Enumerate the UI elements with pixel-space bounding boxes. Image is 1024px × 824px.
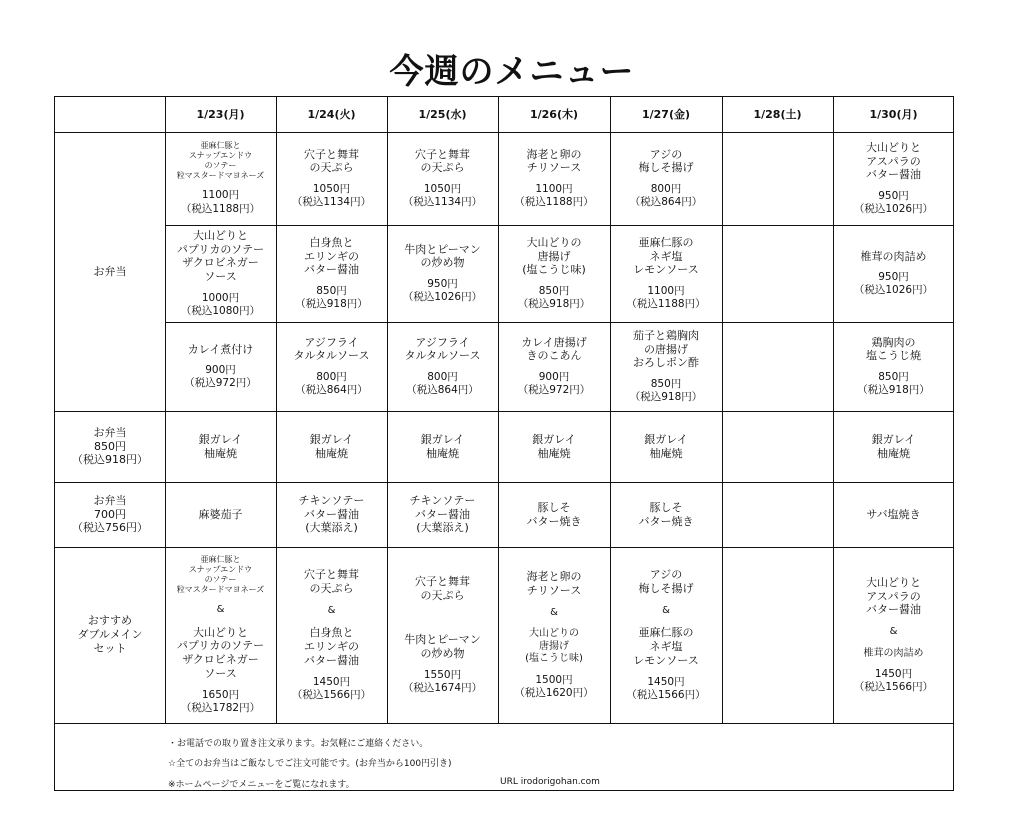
- dish-name: 豚しそ バター焼き: [526, 500, 582, 528]
- menu-item-850: [498, 411, 610, 482]
- menu-item: [610, 132, 722, 225]
- dish-price-tax: （税込864円）: [629, 196, 703, 209]
- dish-name-first: 亜麻仁豚と スナップエンドウ のソテー 粒マスタードマヨネーズ: [176, 555, 265, 595]
- dish-price: 800円: [316, 371, 347, 384]
- set-price: 1550円: [423, 668, 462, 681]
- dish-name: チキンソテー バター醤油 (大葉添え): [298, 493, 365, 535]
- dish-price: 950円: [878, 271, 909, 284]
- dish-name: 牛肉とピーマン の炒め物: [404, 242, 481, 270]
- note-no-rice: ☆全てのお弁当はご飯なしでご注文可能です。(お弁当から100円引き): [168, 759, 452, 769]
- dish-price-tax: （税込864円）: [406, 384, 479, 397]
- menu-item: [387, 225, 498, 322]
- dish-name-first: 大山どりと アスパラの バター醤油: [866, 575, 921, 617]
- dish-name-first: 穴子と舞茸 の天ぷら: [415, 575, 470, 602]
- dish-name: 椎茸の肉詰め: [860, 249, 927, 263]
- menu-item: [276, 322, 387, 411]
- dish-price: 1100円: [201, 189, 240, 202]
- dish-price-tax: （税込1080円）: [180, 305, 261, 317]
- double-main-item: [833, 547, 954, 723]
- column-divider: [722, 97, 723, 723]
- ampersand: &: [327, 604, 336, 616]
- dish-name: サバ塩焼き: [866, 507, 921, 521]
- ampersand: &: [889, 626, 898, 637]
- dish-name-second: 亜麻仁豚の ネギ塩 レモンソース: [633, 626, 699, 667]
- dish-name: 海老と卵の チリソース: [526, 147, 582, 175]
- dish-name-first: 穴子と舞茸 の天ぷら: [304, 568, 359, 595]
- dish-price-tax: （税込1134円）: [402, 196, 483, 209]
- dish-price-tax: （税込1026円）: [853, 203, 934, 216]
- row-divider: [55, 723, 954, 724]
- dish-name-second: 大山どりの 唐揚げ (塩こうじ味): [525, 628, 583, 665]
- menu-item: [387, 132, 498, 225]
- dish-name: 銀ガレイ 柚庵焼: [532, 432, 576, 460]
- menu-item-700: [610, 482, 722, 547]
- dish-name-second: 白身魚と エリンギの バター醤油: [304, 626, 359, 667]
- dish-name: アジフライ タルタルソース: [293, 335, 370, 363]
- dish-name: 白身魚と エリンギの バター醤油: [304, 235, 359, 277]
- ampersand: &: [216, 604, 225, 616]
- dish-price-tax: （税込918円）: [857, 384, 930, 397]
- set-price: 1500円: [535, 673, 573, 686]
- row-label-bento-700: お弁当 700円 （税込756円）: [72, 493, 148, 535]
- dish-price: 850円: [650, 378, 682, 390]
- set-price-tax: （税込1620円）: [514, 686, 594, 699]
- dish-price-tax: （税込1026円）: [853, 284, 934, 297]
- page-title: 今週のメニュー: [389, 52, 635, 92]
- dish-price: 1050円: [312, 183, 351, 196]
- row-label-bento: お弁当: [93, 264, 127, 278]
- set-price: 1650円: [201, 688, 240, 701]
- menu-item: [387, 322, 498, 411]
- set-price-tax: （税込1566円）: [626, 688, 706, 701]
- dish-name: 銀ガレイ 柚庵焼: [871, 432, 916, 460]
- website-url: URL irodorigohan.com: [500, 777, 600, 787]
- dish-name-first: アジの 梅しそ揚げ: [638, 568, 694, 595]
- dish-price-tax: （税込972円）: [517, 384, 591, 397]
- dish-price-tax: （税込1188円）: [514, 196, 594, 209]
- menu-item: [165, 132, 276, 225]
- dish-price-tax: （税込918円）: [295, 298, 368, 311]
- double-main-item: [165, 547, 276, 723]
- dish-price: 800円: [650, 183, 682, 196]
- dish-name: 穴子と舞茸 の天ぷら: [415, 147, 470, 175]
- dish-name: 銀ガレイ 柚庵焼: [198, 432, 243, 460]
- double-main-item: [610, 547, 722, 723]
- dish-price: 950円: [427, 278, 458, 291]
- dish-price-tax: （税込1188円）: [626, 298, 706, 311]
- set-price-tax: （税込1566円）: [291, 688, 372, 701]
- menu-item: [498, 132, 610, 225]
- ampersand: &: [550, 606, 558, 618]
- day-header: 1/24(火): [307, 107, 356, 121]
- dish-name-second: 大山どりと パプリカのソテー ザクロビネガー ソース: [176, 625, 265, 680]
- dish-price-tax: （税込1026円）: [402, 291, 483, 304]
- double-main-item: [498, 547, 610, 723]
- dish-price: 850円: [538, 285, 570, 297]
- dish-name: 穴子と舞茸 の天ぷら: [304, 147, 359, 175]
- menu-item-700: [165, 482, 276, 547]
- menu-item: [610, 322, 722, 411]
- dish-price: 1100円: [535, 183, 573, 196]
- set-price: 1450円: [312, 675, 351, 688]
- menu-item-700: [387, 482, 498, 547]
- dish-name: 大山どりと パプリカのソテー ザクロビネガー ソース: [176, 228, 265, 284]
- dish-price-tax: （税込864円）: [295, 384, 368, 397]
- menu-table: [54, 96, 954, 791]
- dish-name: 大山どりの 唐揚げ (塩こうじ味): [522, 235, 586, 277]
- menu-item: [610, 225, 722, 322]
- dish-name: 茄子と鶏胸肉 の唐揚げ おろしポン酢: [633, 328, 699, 370]
- set-price: 1450円: [647, 675, 685, 688]
- day-header: 1/26(木): [529, 107, 579, 121]
- menu-item: [276, 225, 387, 322]
- dish-name-second: 椎茸の肉詰め: [863, 647, 924, 659]
- dish-price: 1100円: [647, 285, 685, 297]
- dish-name: 銀ガレイ 柚庵焼: [309, 432, 354, 460]
- dish-price: 1050円: [423, 183, 462, 196]
- menu-item-850: [387, 411, 498, 482]
- dish-price-tax: （税込918円）: [629, 391, 703, 404]
- dish-name: アジの 梅しそ揚げ: [638, 147, 694, 175]
- dish-name: 鶏胸肉の 塩こうじ焼: [866, 335, 921, 363]
- note-phone-order: ・お電話での取り置き注文承ります。お気軽にご連絡ください。: [168, 739, 429, 749]
- set-price-tax: （税込1566円）: [853, 681, 934, 694]
- menu-item-700: [498, 482, 610, 547]
- dish-price: 1000円: [201, 291, 240, 304]
- dish-name: 大山どりと アスパラの バター醤油: [866, 140, 921, 182]
- day-header: 1/28(土): [753, 107, 802, 121]
- dish-name: チキンソテー バター醤油 (大葉添え): [409, 493, 476, 535]
- row-label-double-main: おすすめ ダブルメイン セット: [77, 614, 143, 655]
- menu-item: [833, 132, 954, 225]
- dish-price: 900円: [205, 364, 236, 377]
- double-main-item: [276, 547, 387, 723]
- menu-item: [498, 322, 610, 411]
- day-header: 1/23(月): [196, 107, 245, 121]
- set-price-tax: （税込1782円）: [180, 701, 261, 714]
- dish-price-tax: （税込1134円）: [291, 196, 372, 209]
- ampersand: &: [662, 604, 670, 616]
- double-main-item: [387, 547, 498, 723]
- note-homepage: ※ホームページでメニューをご覧になれます。: [168, 780, 355, 790]
- dish-name: カレイ煮付け: [187, 342, 254, 356]
- menu-item: [833, 225, 954, 322]
- menu-item-850: [610, 411, 722, 482]
- dish-price: 950円: [878, 190, 909, 202]
- dish-price: 800円: [427, 371, 458, 384]
- dish-price-tax: （税込1188円）: [180, 202, 261, 215]
- dish-name-second: 牛肉とピーマン の炒め物: [404, 633, 481, 660]
- menu-item-700: [276, 482, 387, 547]
- dish-price: 850円: [316, 285, 347, 297]
- dish-price-tax: （税込918円）: [517, 298, 591, 311]
- set-price: 1450円: [874, 668, 913, 680]
- dish-name: カレイ唐揚げ きのこあん: [521, 335, 587, 363]
- day-header: 1/25(水): [418, 107, 467, 121]
- menu-item-700: [833, 482, 954, 547]
- menu-item: [498, 225, 610, 322]
- row-label-bento-850: お弁当 850円 （税込918円）: [72, 425, 148, 467]
- dish-name: アジフライ タルタルソース: [404, 335, 481, 363]
- dish-name: 銀ガレイ 柚庵焼: [420, 432, 465, 460]
- dish-name: 麻婆茄子: [198, 507, 243, 521]
- day-header: 1/30(月): [869, 107, 918, 121]
- dish-price: 850円: [878, 371, 909, 384]
- menu-item-850: [276, 411, 387, 482]
- set-price-tax: （税込1674円）: [402, 681, 483, 694]
- menu-item-850: [165, 411, 276, 482]
- menu-item: [165, 225, 276, 322]
- menu-item: [165, 322, 276, 411]
- dish-name: 亜麻仁豚の ネギ塩 レモンソース: [633, 235, 699, 277]
- dish-name-first: 海老と卵の チリソース: [526, 570, 582, 597]
- dish-name: 亜麻仁豚と スナップエンドウ のソテー 粒マスタードマヨネーズ: [176, 141, 265, 181]
- menu-item: [276, 132, 387, 225]
- dish-name: 銀ガレイ 柚庵焼: [644, 432, 688, 460]
- dish-price-tax: （税込972円）: [184, 377, 257, 390]
- dish-price: 900円: [538, 371, 570, 384]
- menu-item: [833, 322, 954, 411]
- ampersand: [441, 612, 444, 625]
- day-header: 1/27(金): [641, 107, 691, 121]
- dish-name: 豚しそ バター焼き: [638, 500, 694, 528]
- menu-item-850: [833, 411, 954, 482]
